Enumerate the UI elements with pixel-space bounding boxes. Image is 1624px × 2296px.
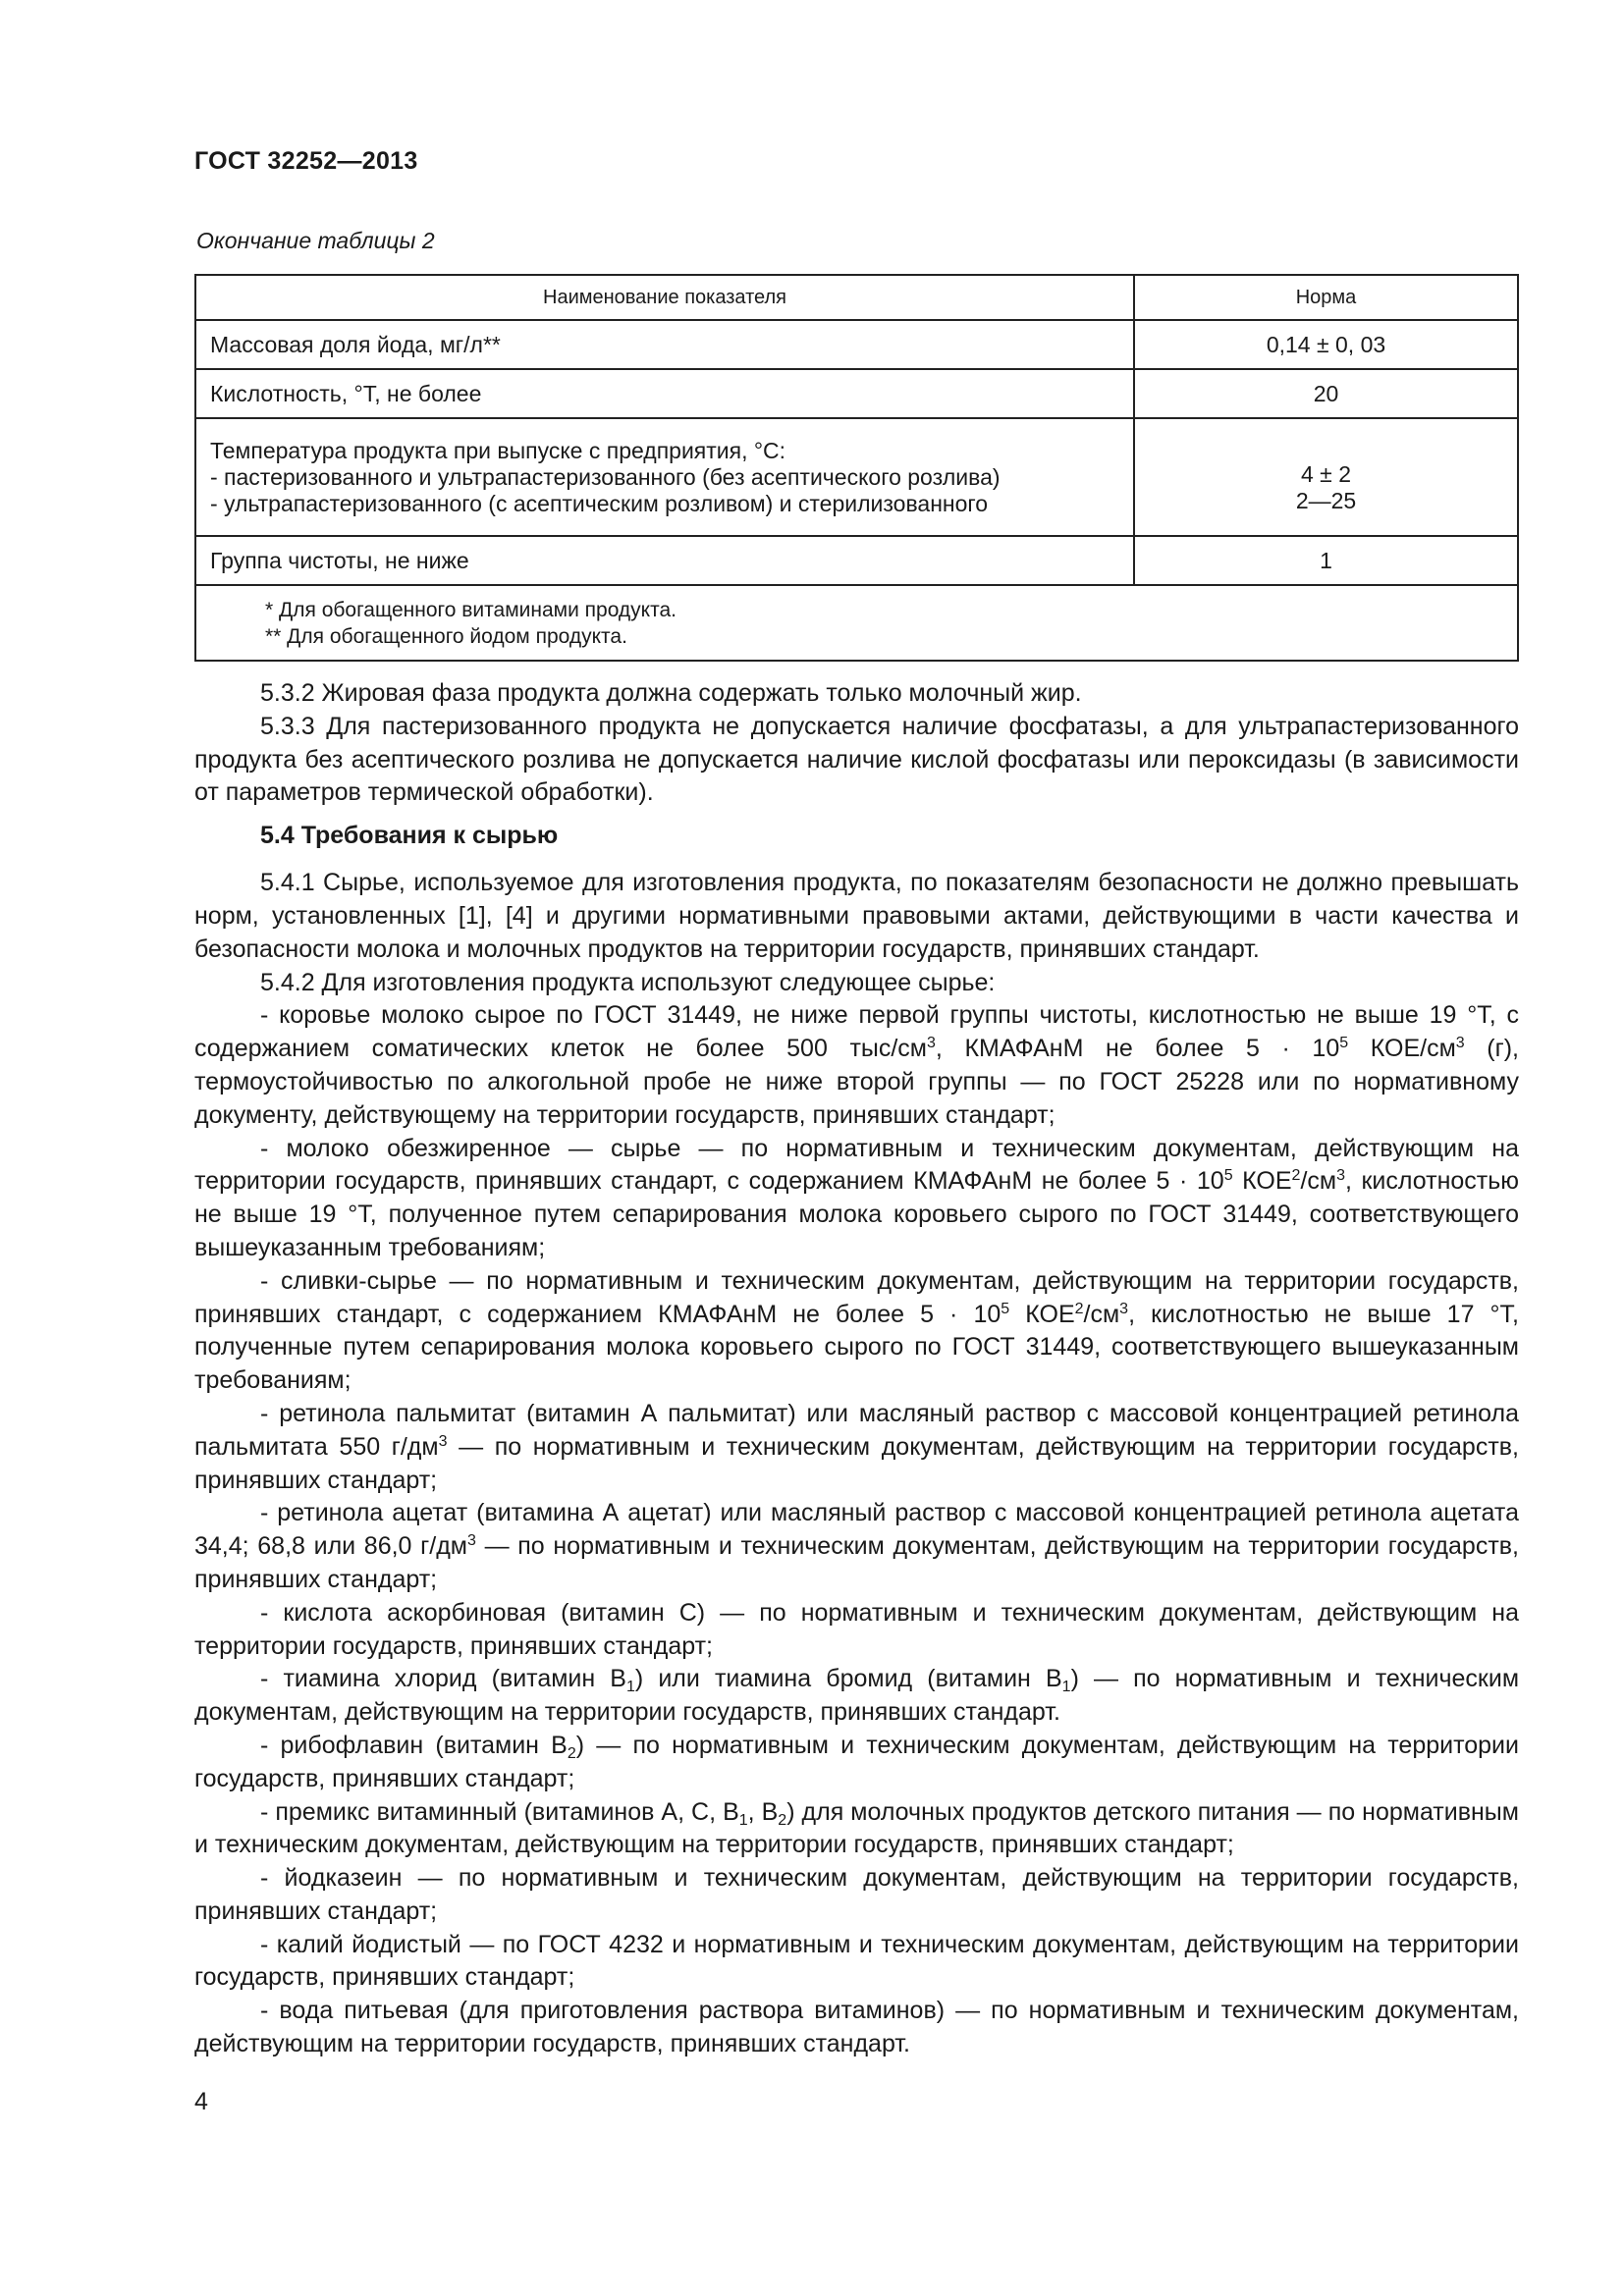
row-norm: 1 <box>1134 536 1518 585</box>
list-item-skim-milk: - молоко обезжиренное — сырье — по нормативным и техническим документам, действующим на территории государств, принявших стандарт, с содержанием КМАФАнМ не более $5 \cdot 10^5$ $КОЕ^2/см^3$, кислотностью не выше 19 °Т, полученное путем сепарирования молока коровьего сырого по ГОСТ 31449, соответствующего вышеуказанным требованиям; <box>194 1134 1519 1261</box>
document-header: ГОСТ 32252—2013 <box>194 147 418 175</box>
row-norm-line: 2—25 <box>1295 488 1357 513</box>
row-name-line: Температура продукта при выпуске с предприятия, °С: <box>210 437 786 463</box>
list-item-iodcasein: - йодказеин — по нормативным и техническим документам, действующим на территории государств, принявших стандарт; <box>194 1864 1519 1925</box>
row-norm-line: 4 ± 2 <box>1301 461 1351 487</box>
list-item-drinking-water: - вода питьевая (для приготовления раствора витаминов) — по нормативным и техническим документам, действующим на территории государств, принявших стандарт. <box>194 1997 1519 2058</box>
table-footnotes <box>195 585 1518 661</box>
row-name <box>195 418 1134 536</box>
footnote: * Для обогащенного витаминами продукта. <box>265 598 677 621</box>
list-item-ascorbic-acid: - кислота аскорбиновая (витамин С) — по нормативным и техническим документам, действующим на территории государств, принявших стандарт; <box>194 1598 1519 1660</box>
table-row <box>195 320 1518 369</box>
column-header-norm: Норма <box>1134 275 1518 320</box>
paragraph-5-3-3: 5.3.3 Для пастеризованного продукта не допускается наличие фосфатазы, а для ультрапастеризованного продукта без асептического розлива не допускается наличие кислой фосфатазы или пероксидазы (в зависимости от параметров термической обработки). <box>194 712 1519 807</box>
table-row <box>195 369 1518 418</box>
page-number: 4 <box>194 2088 208 2115</box>
row-norm: 20 <box>1134 369 1518 418</box>
row-name-line: - ультрапастеризованного (с асептическим розливом) и стерилизованного <box>210 490 989 516</box>
row-name: Кислотность, °Т, не более <box>195 369 1134 418</box>
list-item-premix: - премикс витаминный (витаминов А, С, $В_1$, $В_2$) для молочных продуктов детского питания — по нормативным и техническим документам, действующим на территории государств, принявших стандарт; <box>194 1797 1519 1859</box>
column-header-name: Наименование показателя <box>195 275 1134 320</box>
row-name: Массовая доля йода, мг/л** <box>195 320 1134 369</box>
table-row <box>195 418 1518 536</box>
row-name: Группа чистоты, не ниже <box>195 536 1134 585</box>
document-body <box>194 677 1519 2061</box>
list-item-potassium-iodide: - калий йодистый — по ГОСТ 4232 и нормативным и техническим документам, действующим на территории государств, принявших стандарт; <box>194 1930 1519 1992</box>
table-footnotes-row <box>195 585 1518 661</box>
list-item-cow-milk: - коровье молоко сырое по ГОСТ 31449, не ниже первой группы чистоты, кислотностью не выше 19 °Т, с содержанием соматических клеток не более 500 тыс/$см^3$, КМАФАнМ не более $5 \cdot 10^5$ КОЕ/$см^3$ (г), термоустойчивостью по алкогольной пробе не ниже второй группы — по ГОСТ 25228 или по нормативному документу, действующему на территории государств, принявших стандарт; <box>194 1001 1519 1129</box>
row-name-line: - пастеризованного и ультрапастеризованного (без асептического розлива) <box>210 463 1001 490</box>
table-2 <box>194 274 1519 662</box>
list-item-riboflavin: - рибофлавин (витамин $В_2$) — по нормативным и техническим документам, действующим на территории государств, принявших стандарт; <box>194 1731 1519 1792</box>
list-item-cream: - сливки-сырье — по нормативным и техническим документам, действующим на территории государств, принявших стандарт, с содержанием КМАФАнМ не более $5 \cdot 10^5$ $КОЕ^2/см^3$, кислотностью не выше 17 °Т, полученные путем сепарирования молока коровьего сырого по ГОСТ 31449, соответствующего вышеуказанным требованиям; <box>194 1266 1519 1395</box>
list-item-thiamine: - тиамина хлорид (витамин $В_1$) или тиамина бромид (витамин $В_1$) — по нормативным и техническим документам, действующим на территории государств, принявших стандарт. <box>194 1665 1520 1727</box>
paragraph-5-4-2: 5.4.2 Для изготовления продукта используют следующее сырье: <box>260 968 996 996</box>
paragraph-5-3-2: 5.3.2 Жировая фаза продукта должна содержать только молочный жир. <box>260 679 1082 707</box>
section-heading-5-4: 5.4 Требования к сырью <box>260 822 559 850</box>
paragraph-5-4-1: 5.4.1 Сырье, используемое для изготовления продукта, по показателям безопасности не должно превышать норм, установленных [1], [4] и другими нормативными правовыми актами, действующими в части качества и безопасности молока и молочных продуктов на территории государств, принявших стандарт. <box>194 869 1519 963</box>
table-header-row <box>195 275 1518 320</box>
table-row <box>195 536 1518 585</box>
list-item-retinol-palmitate: - ретинола пальмитат (витамин А пальмитат) или масляный раствор с массовой концентрацией ретинола пальмитата 550 $г/дм^3$ — по нормативным и техническим документам, действующим на территории государств, принявших стандарт; <box>194 1399 1520 1494</box>
list-item-retinol-acetate: - ретинола ацетат (витамина А ацетат) или масляный раствор с массовой концентрацией ретинола ацетата 34,4; 68,8 или 86,0 $г/дм^3$ — по нормативным и техническим документам, действующим на территории государств, принявших стандарт; <box>194 1499 1520 1593</box>
row-norm: 0,14 ± 0, 03 <box>1134 320 1518 369</box>
row-norm <box>1134 418 1518 536</box>
table-caption: Окончание таблицы 2 <box>196 228 435 253</box>
footnote: ** Для обогащенного йодом продукта. <box>265 624 627 648</box>
